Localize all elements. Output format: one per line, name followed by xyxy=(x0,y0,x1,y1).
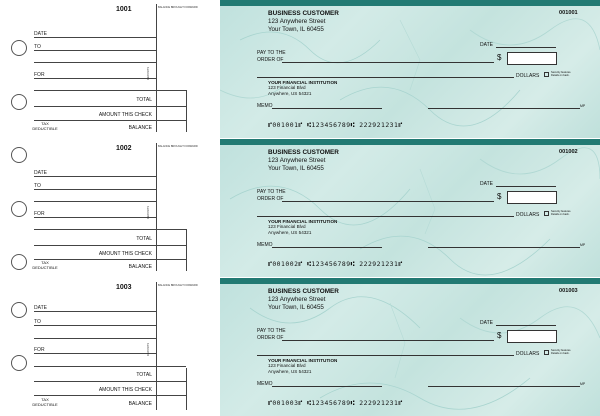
deposits-label: DEPOSITS xyxy=(147,66,150,80)
check-face xyxy=(220,278,600,416)
bank-city: Anywhere, US 54321 xyxy=(268,368,312,374)
bank-street: 123 Financial Blvd xyxy=(268,363,306,369)
amount-this-check-label: AMOUNT THIS CHECK xyxy=(98,112,152,118)
date-label: DATE xyxy=(480,320,493,326)
customer-city: Your Town, IL 60455 xyxy=(268,165,324,172)
binder-hole xyxy=(11,355,27,371)
stub-for-label: FOR xyxy=(34,347,45,353)
amount-box[interactable] xyxy=(507,191,557,204)
check-number: 001001 xyxy=(559,10,578,16)
stub-number: 1002 xyxy=(116,145,132,152)
bank-name: YOUR FINANCIAL INSTITUTION xyxy=(268,80,338,85)
check-row-3 xyxy=(0,278,600,416)
customer-name: BUSINESS CUSTOMER xyxy=(268,149,339,156)
stub-number: 1003 xyxy=(116,284,132,291)
pay-to-label: PAY TO THE xyxy=(257,189,286,195)
check-stub xyxy=(0,0,220,138)
check-face xyxy=(220,0,600,138)
mp-label: MP xyxy=(580,104,586,108)
mp-label: MP xyxy=(580,243,586,247)
amount-box[interactable] xyxy=(507,330,557,343)
check-face xyxy=(220,139,600,277)
date-label: DATE xyxy=(480,42,493,48)
memo-label: MEMO xyxy=(257,381,273,387)
bank-name: YOUR FINANCIAL INSTITUTION xyxy=(268,219,338,224)
binder-hole xyxy=(11,254,27,270)
dollar-sign: $ xyxy=(497,331,502,340)
dollars-label: DOLLARS xyxy=(516,351,540,357)
stub-to-label: TO xyxy=(34,183,41,189)
stub-to-label: TO xyxy=(34,319,41,325)
customer-street: 123 Anywhere Street xyxy=(268,18,326,25)
check-number: 001003 xyxy=(559,288,578,294)
binder-hole xyxy=(11,302,27,318)
customer-street: 123 Anywhere Street xyxy=(268,157,326,164)
security-lock-icon xyxy=(544,211,549,216)
bank-street: 123 Financial Blvd xyxy=(268,85,306,91)
order-of-label: ORDER OF xyxy=(257,57,284,63)
tax-deductible-label: TAX DEDUCTIBLE xyxy=(32,121,58,131)
stub-date-label: DATE xyxy=(34,305,47,311)
security-features-text: Security features. Details on back. xyxy=(551,210,572,216)
bank-city: Anywhere, US 54321 xyxy=(268,90,312,96)
dollars-label: DOLLARS xyxy=(516,73,540,79)
deposits-label: DEPOSITS xyxy=(147,342,150,356)
micr-line: ⑈001003⑈ ⑆123456789⑆ 222921231⑈ xyxy=(268,399,403,407)
bank-name: YOUR FINANCIAL INSTITUTION xyxy=(268,358,338,363)
binder-hole xyxy=(11,201,27,217)
total-label: TOTAL xyxy=(136,97,152,103)
binder-hole xyxy=(11,147,27,163)
dollars-label: DOLLARS xyxy=(516,212,540,218)
stub-number: 1001 xyxy=(116,6,132,13)
micr-line: ⑈001002⑈ ⑆123456789⑆ 222921231⑈ xyxy=(268,260,403,268)
dollar-sign: $ xyxy=(497,192,502,201)
customer-city: Your Town, IL 60455 xyxy=(268,26,324,33)
binder-hole xyxy=(11,94,27,110)
mp-label: MP xyxy=(580,382,586,386)
security-lock-icon xyxy=(544,72,549,77)
tax-deductible-label: TAX DEDUCTIBLE xyxy=(32,260,58,270)
tax-deductible-label: TAX DEDUCTIBLE xyxy=(32,397,58,407)
micr-line: ⑈001001⑈ ⑆123456789⑆ 222921231⑈ xyxy=(268,121,403,129)
balance-brought-forward-label: BALANCE BROUGHT FORWARD xyxy=(158,145,198,148)
pay-to-label: PAY TO THE xyxy=(257,328,286,334)
check-number: 001002 xyxy=(559,149,578,155)
security-lock-icon xyxy=(544,350,549,355)
stub-for-label: FOR xyxy=(34,211,45,217)
top-color-band xyxy=(220,139,600,145)
security-features-text: Security features. Details on back. xyxy=(551,349,572,355)
stub-date-label: DATE xyxy=(34,170,47,176)
bank-city: Anywhere, US 54321 xyxy=(268,229,312,235)
amount-this-check-label: AMOUNT THIS CHECK xyxy=(98,387,152,393)
memo-label: MEMO xyxy=(257,103,273,109)
pay-to-label: PAY TO THE xyxy=(257,50,286,56)
security-features-text: Security features. Details on back. xyxy=(551,71,572,77)
total-label: TOTAL xyxy=(136,236,152,242)
check-row-1 xyxy=(0,0,600,138)
stub-to-label: TO xyxy=(34,44,41,50)
stub-for-label: FOR xyxy=(34,72,45,78)
memo-label: MEMO xyxy=(257,242,273,248)
check-stub xyxy=(0,278,220,416)
balance-brought-forward-label: BALANCE BROUGHT FORWARD xyxy=(158,284,198,287)
dollar-sign: $ xyxy=(497,53,502,62)
order-of-label: ORDER OF xyxy=(257,335,284,341)
customer-street: 123 Anywhere Street xyxy=(268,296,326,303)
deposits-label: DEPOSITS xyxy=(147,205,150,219)
balance-label: BALANCE xyxy=(128,401,152,407)
customer-name: BUSINESS CUSTOMER xyxy=(268,10,339,17)
customer-city: Your Town, IL 60455 xyxy=(268,304,324,311)
balance-label: BALANCE xyxy=(128,125,152,131)
amount-this-check-label: AMOUNT THIS CHECK xyxy=(98,251,152,257)
order-of-label: ORDER OF xyxy=(257,196,284,202)
stub-date-label: DATE xyxy=(34,31,47,37)
date-label: DATE xyxy=(480,181,493,187)
top-color-band xyxy=(220,278,600,284)
binder-hole xyxy=(11,40,27,56)
check-row-2 xyxy=(0,139,600,277)
balance-label: BALANCE xyxy=(128,264,152,270)
top-color-band xyxy=(220,0,600,6)
balance-brought-forward-label: BALANCE BROUGHT FORWARD xyxy=(158,6,198,9)
check-stub xyxy=(0,139,220,277)
amount-box[interactable] xyxy=(507,52,557,65)
customer-name: BUSINESS CUSTOMER xyxy=(268,288,339,295)
bank-street: 123 Financial Blvd xyxy=(268,224,306,230)
total-label: TOTAL xyxy=(136,372,152,378)
